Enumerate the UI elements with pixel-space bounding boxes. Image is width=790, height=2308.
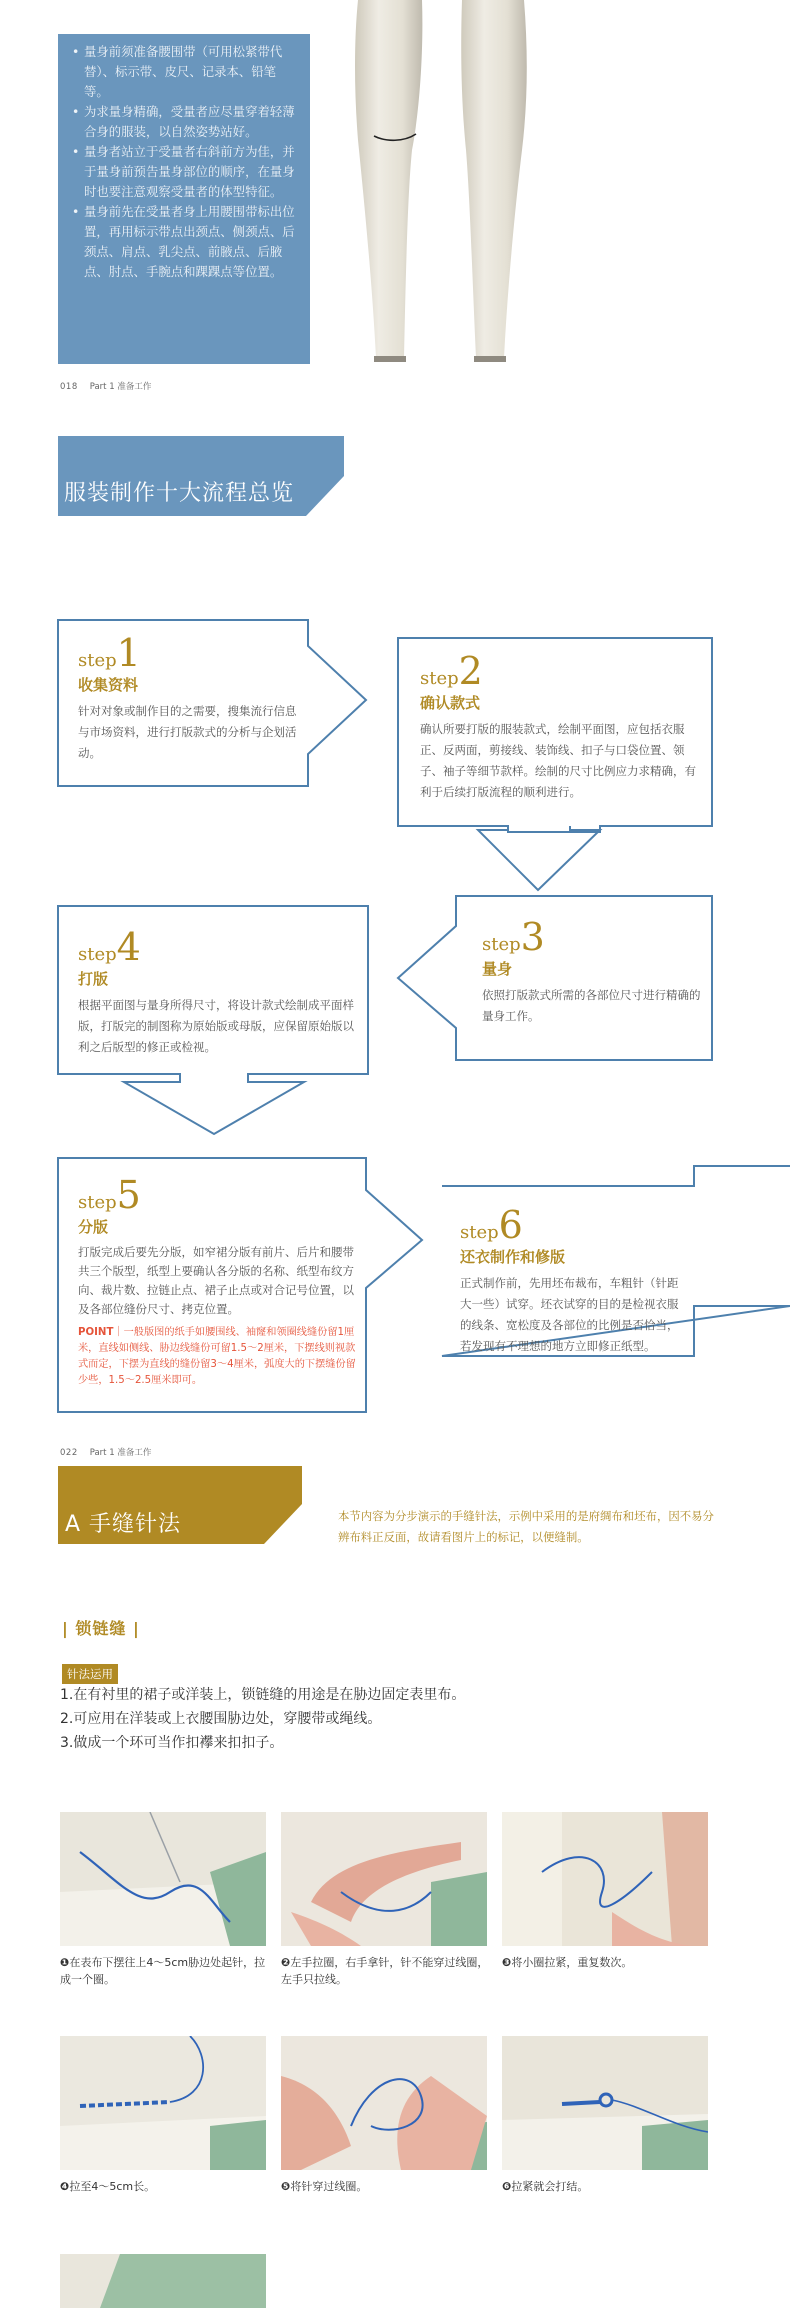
step-2-name: 确认款式 (420, 694, 481, 712)
caption-number: ❶ (60, 1956, 70, 1969)
step-1 (78, 631, 298, 764)
step-5-point (78, 1325, 356, 1389)
step-photo-7-partial (60, 2254, 266, 2308)
stitch-intro: 本节内容为分步演示的手缝针法，示例中采用的是府绸布和坯布，因不易分辨布料正反面，故请看图片上的标记，以便缝制。 (338, 1509, 714, 1544)
step-3-name: 量身 (482, 960, 513, 978)
caption-text: 将小圈拉紧，重复数次。 (511, 1956, 633, 1969)
caption-number: ❻ (502, 2180, 512, 2193)
step-number: 6 (498, 1203, 523, 1247)
step2-down-arrow (478, 826, 600, 890)
step-photo-3 (502, 1812, 708, 1946)
step-5 (78, 1173, 356, 1389)
caption-text: 拉紧就会打结。 (511, 2180, 589, 2193)
usage-tag: 针法运用 (62, 1664, 118, 1684)
step-6-name: 还衣制作和修版 (460, 1248, 566, 1266)
usage-item: 2.可应用在洋装或上衣腰围胁边处，穿腰带或绳线。 (60, 1711, 382, 1727)
caption-text: 将针穿过线圈。 (290, 2180, 368, 2193)
point-separator: ｜ (113, 1327, 124, 1338)
point-text: 一般版图的纸手如腰围线、袖窿和领圈线缝份留1厘米，直线如侧线、胁边线缝份可留1.5～2厘米，下摆线则视款式而定，下摆为直线的缝份留3～4厘米，弧度大的下摆缝份留少些，1.5～2.5厘米即可。 (78, 1327, 356, 1386)
usage-list (60, 1683, 465, 1755)
step-2-heading (420, 649, 700, 693)
page-folio-2 (60, 1446, 151, 1458)
step-2 (420, 649, 700, 803)
caption-number: ❸ (502, 1956, 512, 1969)
step-photo-4 (60, 2036, 266, 2170)
folio-section: Part 1 准备工作 (89, 382, 152, 392)
page-number: 018 (60, 382, 78, 392)
caption-text: 左手拉圈，右手拿针，针不能穿过线圈，左手只拉线。 (281, 1956, 489, 1986)
step-word: step (420, 668, 459, 689)
flow-title-banner (58, 436, 344, 516)
step-word: step (460, 1222, 499, 1243)
step-5-heading (78, 1173, 356, 1217)
step-photo-1 (60, 1812, 266, 1946)
step-1-heading (78, 631, 298, 675)
step-6 (460, 1203, 688, 1357)
point-label: POINT (78, 1327, 114, 1338)
caption-text: 拉至4～5cm长。 (69, 2180, 156, 2193)
step-word: step (78, 944, 117, 965)
stitch-title-banner (58, 1466, 302, 1544)
step-5-desc: 打版完成后要先分版，如窄裙分版有前片、后片和腰带共三个版型，纸型上要确认各分版的名称、纸型布纹方向、裁片数、拉链止点、裙子止点或对合记号位置，以及各部位缝份尺寸、拷克位置。 (78, 1245, 354, 1316)
step-caption-3 (502, 1954, 712, 1971)
step-word: step (78, 650, 117, 671)
step-caption-5 (281, 2178, 491, 2195)
measurement-tips-list (72, 42, 300, 282)
stitch-title: A 手缝针法 (65, 1512, 182, 1537)
page-folio (60, 380, 151, 392)
step-3-desc: 依照打版款式所需的各部位尺寸进行精确的量身工作。 (482, 988, 701, 1023)
caption-number: ❹ (60, 2180, 70, 2193)
step-4-name: 打版 (78, 970, 109, 988)
tip-item: • 量身前先在受量者身上用腰围带标出位置，再用标示带点出颈点、侧颈点、后颈点、肩点、乳尖点、前腋点、后腋点、肘点、手腕点和踝踝点等位置。 (72, 202, 300, 282)
step-1-name: 收集资料 (78, 676, 139, 694)
step-6-heading (460, 1203, 688, 1247)
measurement-tips-box (58, 34, 310, 364)
flow-title: 服装制作十大流程总览 (64, 481, 295, 506)
step-2-desc: 确认所要打版的服装款式，绘制平面图，应包括衣服正、反两面，剪接线、装饰线、扣子与口袋位置、领子、袖子等细节款样。绘制的尺寸比例应力求精确，有利于后续打版流程的顺利进行。 (420, 722, 696, 799)
tip-item: • 为求量身精确，受量者应尽量穿着轻薄合身的服装，以自然姿势站好。 (72, 102, 300, 142)
step-4 (78, 925, 360, 1058)
step-caption-2 (281, 1954, 491, 1988)
page-number: 022 (60, 1448, 78, 1458)
caption-number: ❺ (281, 2180, 291, 2193)
step-4-desc: 根据平面图与量身所得尺寸，将设计款式绘制成平面样版，打版完的制图称为原始版或母版，应保留原始版以利之后版型的修正或检视。 (78, 998, 354, 1054)
step-number: 2 (458, 649, 483, 693)
step-number: 4 (116, 925, 141, 969)
tip-item: • 量身者站立于受量者右斜前方为佳，并于量身前预告量身部位的顺序，在量身时也要注意观察受量者的体型特征。 (72, 142, 300, 202)
step-caption-1 (60, 1954, 270, 1988)
step-photo-2 (281, 1812, 487, 1946)
step-number: 1 (116, 631, 141, 675)
usage-item: 1.在有衬里的裙子或洋装上，锁链缝的用途是在胁边固定表里布。 (60, 1687, 466, 1703)
tip-item: • 量身前须准备腰围带（可用松紧带代替）、标示带、皮尺、记录本、铅笔等。 (72, 42, 300, 102)
step-caption-4 (60, 2178, 270, 2195)
usage-item: 3.做成一个环可当作扣襻来扣扣子。 (60, 1735, 284, 1751)
step-caption-6 (502, 2178, 712, 2195)
step-number: 3 (520, 915, 545, 959)
step-3 (482, 915, 702, 1027)
step-photo-5 (281, 2036, 487, 2170)
step-word: step (482, 934, 521, 955)
caption-number: ❷ (281, 1956, 291, 1969)
step-photo-6 (502, 2036, 708, 2170)
mannequin-legs-image (352, 0, 542, 368)
step-word: step (78, 1192, 117, 1213)
folio-section: Part 1 准备工作 (89, 1448, 152, 1458)
step-6-desc: 正式制作前，先用坯布裁布，车粗针（针距大一些）试穿。坯衣试穿的目的是检视衣服的线条、宽松度及各部位的比例是否恰当，若发现有不理想的地方立即修正纸型。 (460, 1276, 679, 1353)
step-1-desc: 针对对象或制作目的之需要，搜集流行信息与市场资料，进行打版款式的分析与企划活动。 (78, 704, 297, 760)
step-3-heading (482, 915, 702, 959)
step-4-heading (78, 925, 360, 969)
step-5-name: 分版 (78, 1218, 109, 1236)
chain-stitch-heading: | 锁链缝 | (62, 1619, 140, 1638)
caption-text: 在表布下摆往上4～5cm胁边处起针，拉成一个圈。 (60, 1956, 266, 1986)
step-number: 5 (116, 1173, 141, 1217)
